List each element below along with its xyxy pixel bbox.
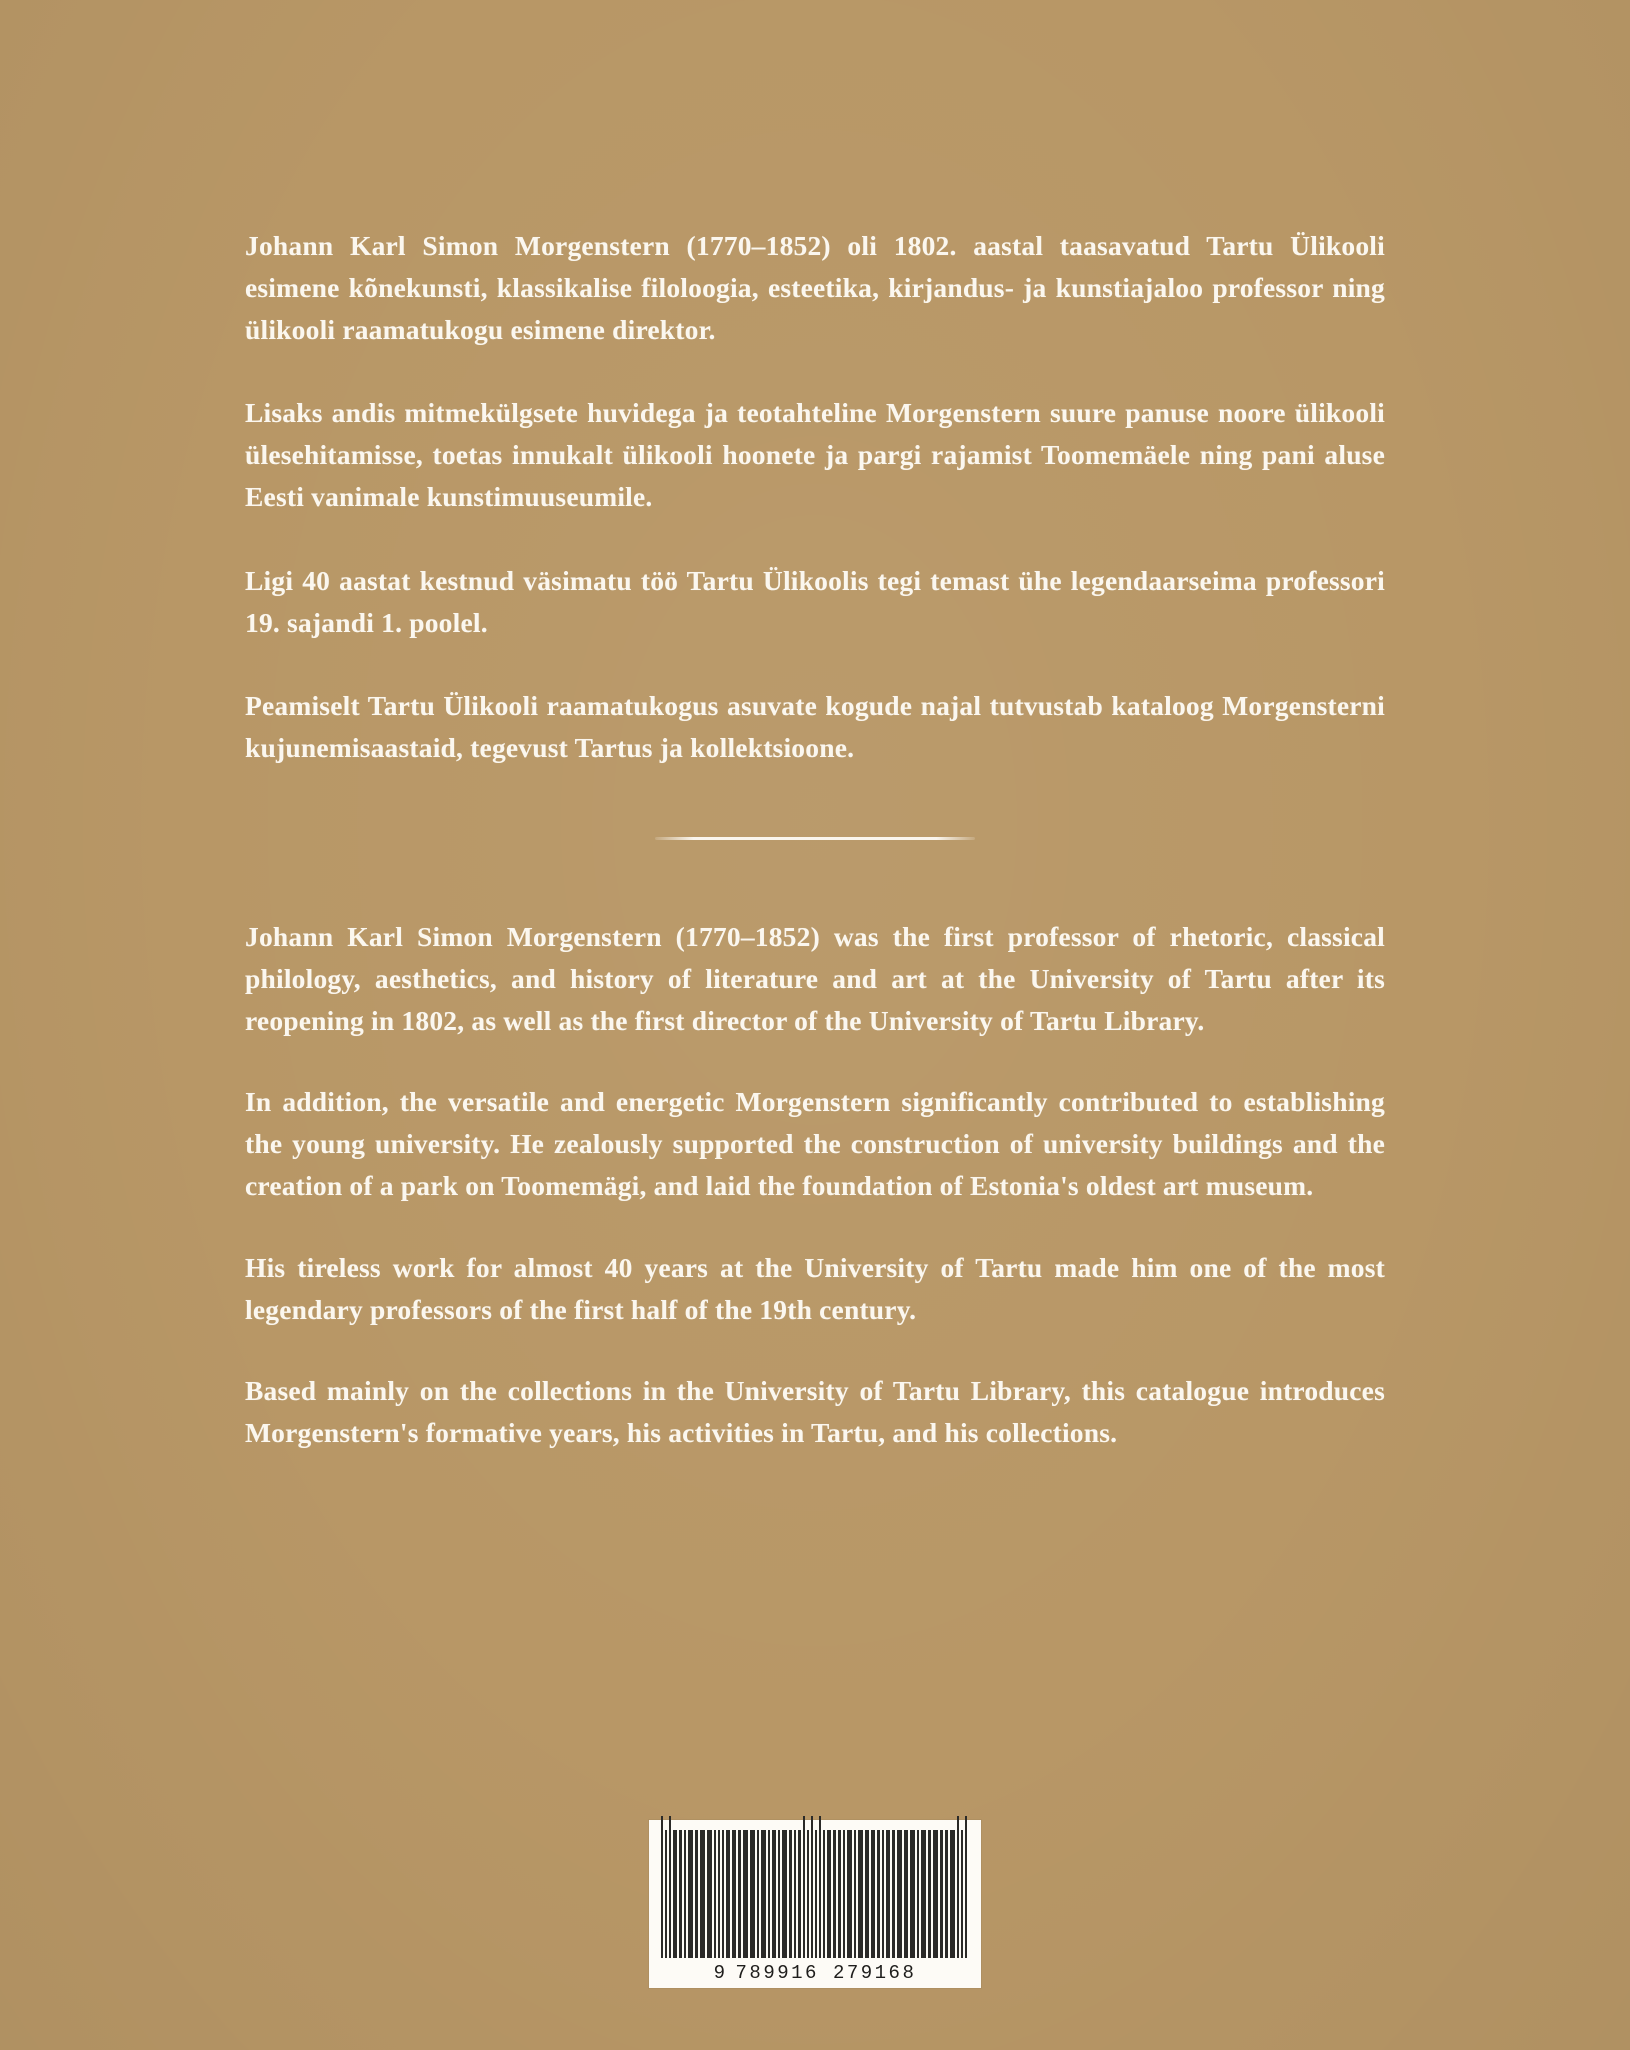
divider-rule <box>655 837 975 840</box>
barcode-left-group: 789916 <box>735 1962 819 1984</box>
english-text-block <box>245 916 1385 1454</box>
english-paragraph-2: In addition, the versatile and energetic Morgenstern significantly contributed to establishing the young university. He zealously supported the construction of university buildings and the creation of a park on Toomemägi, and laid the foundation of Estonia's oldest art museum. <box>245 1086 1385 1201</box>
barcode-number <box>714 1962 917 1984</box>
barcode-right-group: 279168 <box>832 1962 917 1984</box>
barcode-lead-digit: 9 <box>713 1962 728 1984</box>
estonian-paragraph-4: Peamiselt Tartu Ülikooli raamatukogus asuvate kogude najal tutvustab kataloog Morgensterni kujunemisaastaid, tegevust Tartus ja kollektsioone. <box>245 690 1385 764</box>
english-paragraph-1: Johann Karl Simon Morgenstern (1770–1852) was the first professor of rhetoric, classical philology, aesthetics, and history of literature and art at the University of Tartu after its reopening in 1802, as well as the first director of the University of Tartu Library. <box>245 920 1385 1036</box>
section-divider <box>245 837 1385 840</box>
estonian-paragraph-2: Lisaks andis mitmekülgsete huvidega ja teotahteline Morgenstern suure panuse noore ülikooli ülesehitamisse, toetas innukalt ülikooli hoonete ja pargi rajamist Toomemäele ning pani aluse Eesti vanimale kunstimuuseumile. <box>245 397 1385 512</box>
cover-text-content <box>245 225 1385 1454</box>
estonian-paragraph-1: Johann Karl Simon Morgenstern (1770–1852) oli 1802. aastal taasavatud Tartu Ülikooli esimene kõnekunsti, klassikalise filoloogia, esteetika, kirjandus- ja kunstiajaloo professor ning ülikooli raamatukogu esimene direktor. <box>245 230 1385 345</box>
estonian-text-block <box>245 225 1385 769</box>
isbn-barcode <box>649 1820 981 1988</box>
estonian-paragraph-3: Ligi 40 aastat kestnud väsimatu töö Tartu Ülikoolis tegi temast ühe legendaarseima professori 19. sajandi 1. poolel. <box>245 564 1385 638</box>
barcode-area <box>0 1820 1630 1988</box>
barcode-bars <box>661 1830 969 1958</box>
english-paragraph-3: His tireless work for almost 40 years at the University of Tartu made him one of the most legendary professors of the first half of the 19th century. <box>245 1251 1385 1325</box>
english-paragraph-4: Based mainly on the collections in the University of Tartu Library, this catalogue introduces Morgenstern's formative years, his activities in Tartu, and his collections. <box>245 1375 1385 1449</box>
